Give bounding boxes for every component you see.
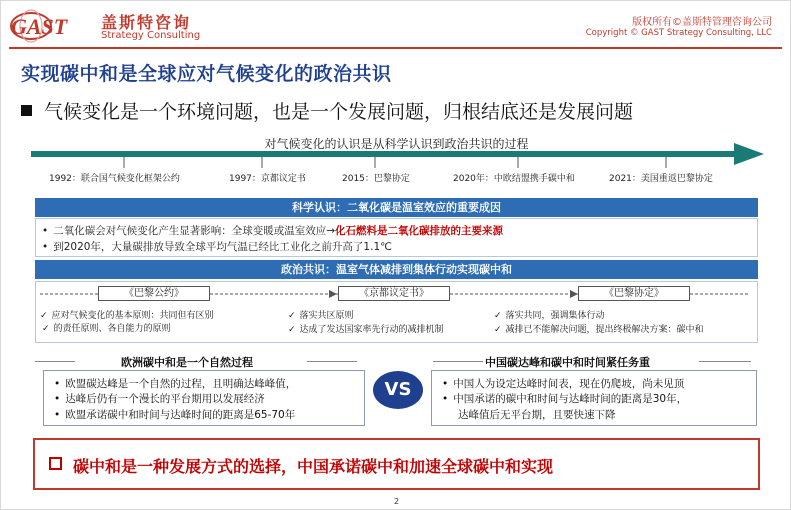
- science-bullet-2: • 到2020年，大量碳排放导致全球平均气温已经比工业化之前升高了1.1℃: [42, 239, 392, 254]
- timeline-caption: 对气候变化的认识是从科学认识到政治共识的过程: [264, 137, 529, 151]
- china-title: 中国碳达峰和碳中和时间紧任务重: [485, 356, 650, 369]
- header-divider: [9, 47, 782, 49]
- politics-point: ✓ 减排已不能解决问题，提出终极解决方案：碳中和: [494, 322, 704, 335]
- politics-point: ✓ 达成了发达国家率先行动的减排机制: [288, 322, 444, 335]
- arrow-right-icon: [329, 290, 337, 298]
- eu-title: 欧洲碳中和是一个自然过程: [121, 356, 253, 369]
- china-title-rule: [433, 361, 483, 362]
- timeline-event: 2020年：中欧结盟携手碳中和: [453, 174, 575, 184]
- square-bullet-icon: [21, 105, 32, 116]
- copyright-cn: 版权所有©盖斯特管理咨询公司: [632, 17, 772, 28]
- china-title-rule: [699, 361, 751, 362]
- agreement-box-paris-convention: 《巴黎公约》: [98, 286, 210, 301]
- science-bullet-1-text: 二氧化碳会对气候变化产生显著影响：全球变暖或温室效应→: [53, 225, 335, 237]
- logo-text: GAST: [11, 14, 68, 39]
- logo-graphic: [9, 7, 99, 43]
- arrow-right-icon: [570, 290, 578, 298]
- china-bullet-cont: 达峰值后无平台期，且要快速下降: [458, 409, 616, 421]
- china-box: [431, 370, 757, 426]
- politics-point-cont: [40, 321, 171, 334]
- hollow-square-icon: [49, 457, 62, 470]
- gast-logo: [9, 7, 99, 43]
- politics-point: ✓ 落实共同，强调集体行动: [494, 308, 605, 321]
- copyright-en: Copyright © GAST Strategy Consulting, LLC: [585, 28, 772, 38]
- conclusion-text: 碳中和是一种发展方式的选择，中国承诺碳中和加速全球碳中和实现: [73, 457, 554, 476]
- company-name-cn: 盖斯特咨询: [101, 13, 192, 32]
- timeline-arrow: [31, 142, 766, 170]
- china-bullet: • 中国人为设定达峰时间表，现在仍爬坡，尚未见顶: [442, 376, 684, 391]
- conclusion-box: [33, 438, 760, 490]
- eu-bullet: • 达峰后仍有一个漫长的平台期用以发展经济: [54, 391, 265, 406]
- subtitle-text: 气候变化是一个环境问题，也是一个发展问题，归根结底还是发展问题: [44, 101, 634, 123]
- eu-title-rule: [35, 361, 75, 362]
- subtitle: [21, 97, 633, 124]
- politics-heading: 政治共识：温室气体减排到集体行动实现碳中和: [35, 260, 758, 279]
- eu-box: [43, 370, 365, 426]
- china-bullet: • 中国承诺的碳中和时间与达峰时间的距离是30年，: [442, 391, 687, 406]
- science-box: [35, 218, 758, 257]
- vs-badge: VS: [373, 371, 423, 409]
- timeline-bar: [31, 151, 736, 157]
- politics-point: ✓ 落实共区原则: [288, 308, 354, 321]
- timeline-event: 1997：京都议定书: [229, 174, 306, 184]
- agreement-box-kyoto: 《京都议定书》: [338, 286, 450, 301]
- eu-bullet: • 欧盟碳达峰是一个自然的过程，且明确达峰峰值，: [54, 376, 296, 391]
- page-number: 2: [393, 497, 400, 506]
- timeline-event: 2015：巴黎协定: [342, 174, 410, 184]
- science-bullet-1-emphasis: 化石燃料是二氧化碳排放的主要来源: [335, 225, 503, 237]
- timeline-event: 1992：联合国气候变化框架公约: [49, 174, 180, 184]
- politics-point: ✓ 应对气候变化的基本原则：共同但有区别: [40, 308, 214, 321]
- timeline-arrowhead-icon: [734, 143, 764, 165]
- agreement-box-paris-agreement: 《巴黎协定》: [578, 286, 690, 301]
- science-heading: 科学认识：二氧化碳是温室效应的重要成因: [35, 198, 758, 217]
- politics-point-cont-text: 的责任原则、各自能力的原则: [53, 324, 171, 334]
- company-name-en: Strategy Consulting: [101, 30, 201, 41]
- page-title: 实现碳中和是全球应对气候变化的政治共识: [21, 63, 392, 85]
- timeline-event: 2021：美国重返巴黎协定: [609, 174, 713, 184]
- science-bullet-1: [42, 223, 503, 238]
- eu-bullet: • 欧盟承诺碳中和时间与达峰时间的距离是65-70年: [54, 407, 295, 422]
- politics-box: [35, 281, 758, 343]
- eu-title-rule: [307, 361, 357, 362]
